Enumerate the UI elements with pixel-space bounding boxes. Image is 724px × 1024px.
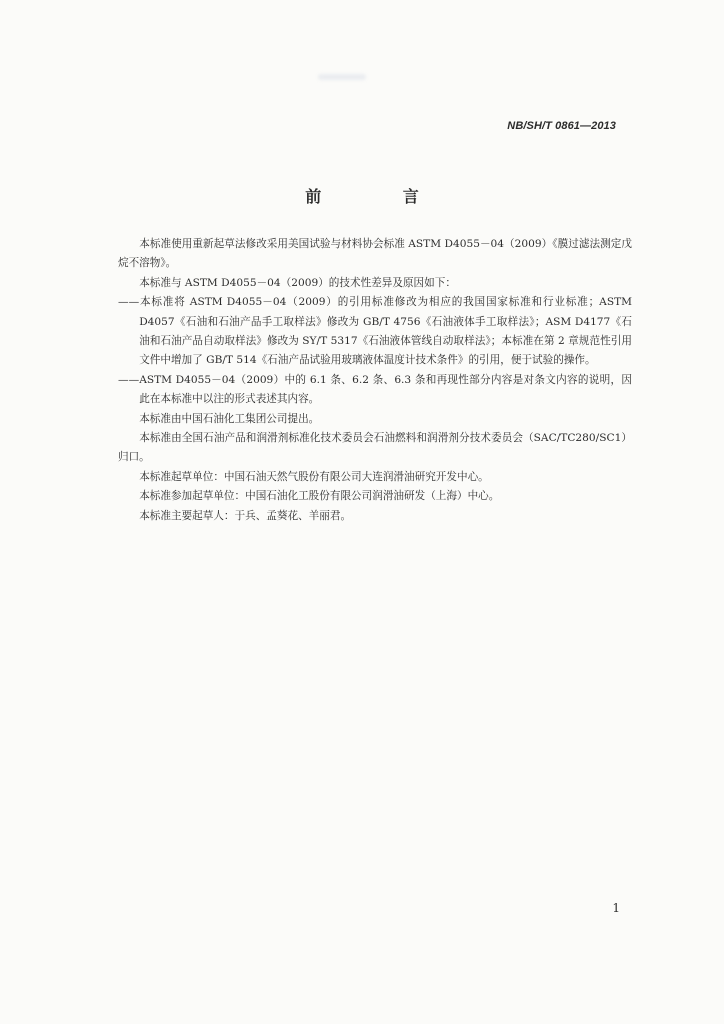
foreword-body <box>118 235 632 526</box>
paragraph-difference-references: ——本标准将 ASTM D4055－04（2009）的引用标准修改为相应的我国国家标准和行业标准；ASTM D4057《石油和石油产品手工取样法》修改为 GB/T 4756《石油液体手工取样法》；ASM D4177《石油和石油产品自动取样法》修改为 SY/T 5317《石油液体管线自动取样法》；本标准在第 2 章规范性引用文件中增加了 GB/T 514《石油产品试验用玻璃液体温度计技术条件》的引用，便于试验的操作。 <box>118 296 632 367</box>
page-number: 1 <box>612 901 620 915</box>
paragraph-adoption: 本标准使用重新起草法修改采用美国试验与材料协会标准 ASTM D4055－04（2009）《膜过滤法测定戊烷不溶物》。 <box>118 238 632 270</box>
paragraph-participating-unit: 本标准参加起草单位：中国石油化工股份有限公司润滑油研发（上海）中心。 <box>139 490 500 503</box>
paragraph-committee: 本标准由全国石油产品和润滑剂标准化技术委员会石油燃料和润滑剂分技术委员会（SAC/TC280/SC1）归口。 <box>118 432 632 464</box>
standard-code: NB/SH/T 0861—2013 <box>507 120 616 132</box>
paragraph-proposer: 本标准由中国石油化工集团公司提出。 <box>139 412 320 425</box>
paragraph-difference-notes: ——ASTM D4055－04（2009）中的 6.1 条、6.2 条、6.3 条和再现性部分内容是对条文内容的说明，因此在本标准中以注的形式表述其内容。 <box>118 373 632 406</box>
paragraph-drafters: 本标准主要起草人：于兵、孟葵花、羊丽君。 <box>139 509 352 522</box>
paragraph-drafting-unit: 本标准起草单位：中国石油天然气股份有限公司大连润滑油研究开发中心。 <box>139 470 489 483</box>
scan-smudge <box>318 74 366 80</box>
page-title: 前 言 <box>305 187 457 206</box>
paragraph-differences-intro: 本标准与 ASTM D4055－04（2009）的技术性差异及原因如下： <box>139 276 456 289</box>
